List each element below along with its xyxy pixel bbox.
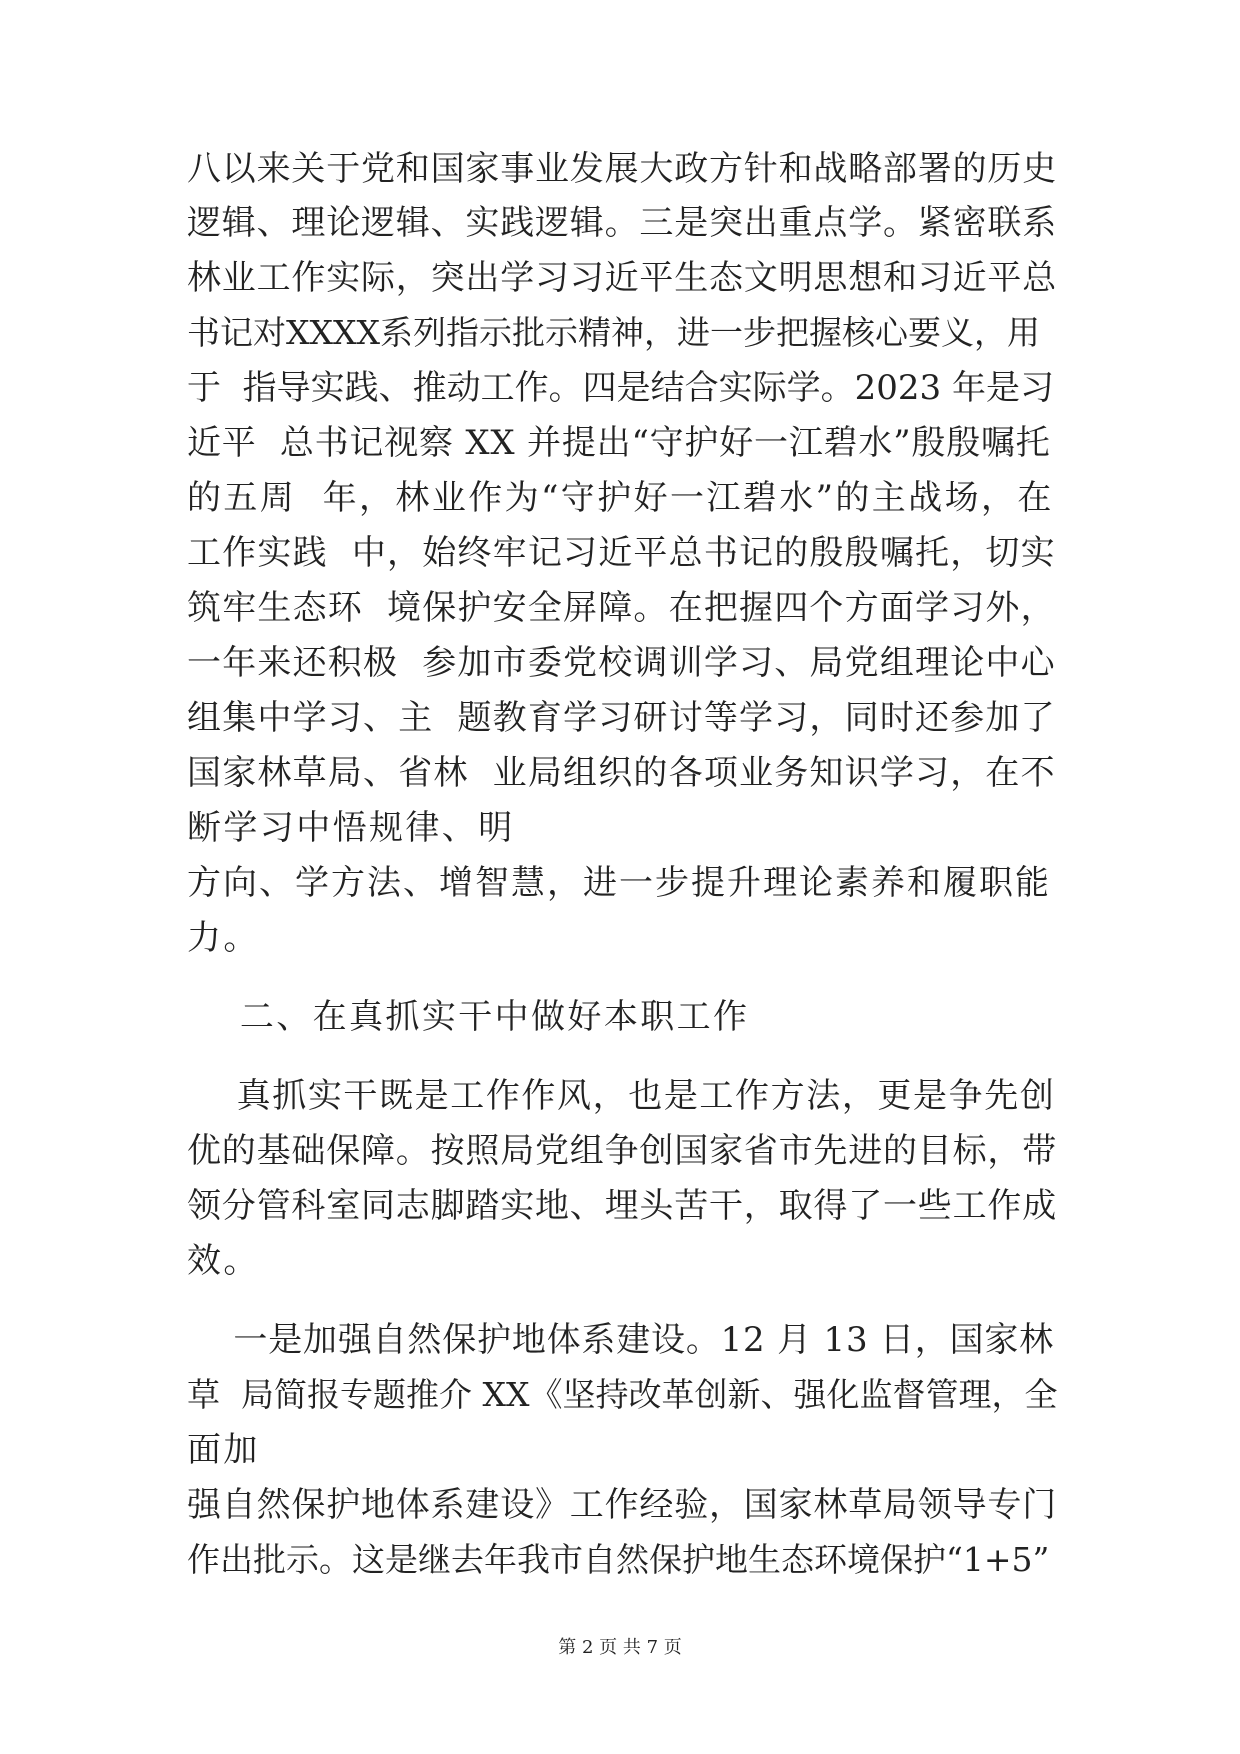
body-text-line: 工作实践 中，始终牢记习近平总书记的殷殷嘱托，切实 [187,533,1056,573]
body-text-line: 的五周 年，林业作为“守护好一江碧水”的主战场，在 [187,478,1054,518]
body-text-line: 优的基础保障。按照局党组争创国家省市先进的目标，带 [187,1131,1057,1171]
body-text-line: 面加 [187,1430,260,1470]
body-text-line: 近平 总书记视察 XX 并提出“守护好一江碧水”殷殷嘱托 [187,423,1051,463]
body-text-line: 八以来关于党和国家事业发展大政方针和战略部署的历史 [187,149,1057,189]
body-text-line: 一是加强自然保护地体系建设。12 月 13 日，国家林 [187,1320,1054,1360]
page-footer: 第 2 页 共 7 页 [558,1637,682,1658]
body-text-line: 书记对XXXX系列指示批示精神，进一步把握核心要义，用 [187,313,1040,352]
body-text-line: 一年来还积极 参加市委党校调训学习、局党组理论中心 [187,643,1056,683]
body-text-line: 力。 [187,918,260,958]
body-text-line: 强自然保护地体系建设》工作经验，国家林草局领导专门 [187,1485,1057,1525]
body-text-line: 效。 [187,1241,260,1281]
body-text-line: 国家林草局、省林 业局组织的各项业务知识学习，在不 [187,753,1056,793]
body-text-line: 于 指导实践、推动工作。四是结合实际学。2023 年是习 [187,368,1054,408]
body-text-line: 作出批示。这是继去年我市自然保护地生态环境保护“1+5” [187,1540,1050,1579]
body-text-line: 筑牢生态环 境保护安全屏障。在把握四个方面学习外， [187,588,1056,628]
body-text-line: 真抓实干既是工作作风，也是工作方法，更是争先创 [187,1076,1056,1116]
body-text-line: 断学习中悟规律、明 [187,808,515,848]
body-text-line: 方向、学方法、增智慧，进一步提升理论素养和履职能 [187,863,1051,903]
body-text-line: 草 局简报专题推介 XX《坚持改革创新、强化监督管理，全 [187,1375,1058,1414]
body-text-line: 领分管科室同志脚踏实地、埋头苦干，取得了一些工作成 [187,1186,1057,1226]
body-text-line: 林业工作实际，突出学习习近平生态文明思想和习近平总 [187,258,1057,298]
section-heading: 二、在真抓实干中做好本职工作 [187,997,750,1037]
body-text-line: 组集中学习、主 题教育学习研讨等学习，同时还参加了 [187,698,1056,738]
body-text-line: 逻辑、理论逻辑、实践逻辑。三是突出重点学。紧密联系 [187,203,1057,243]
